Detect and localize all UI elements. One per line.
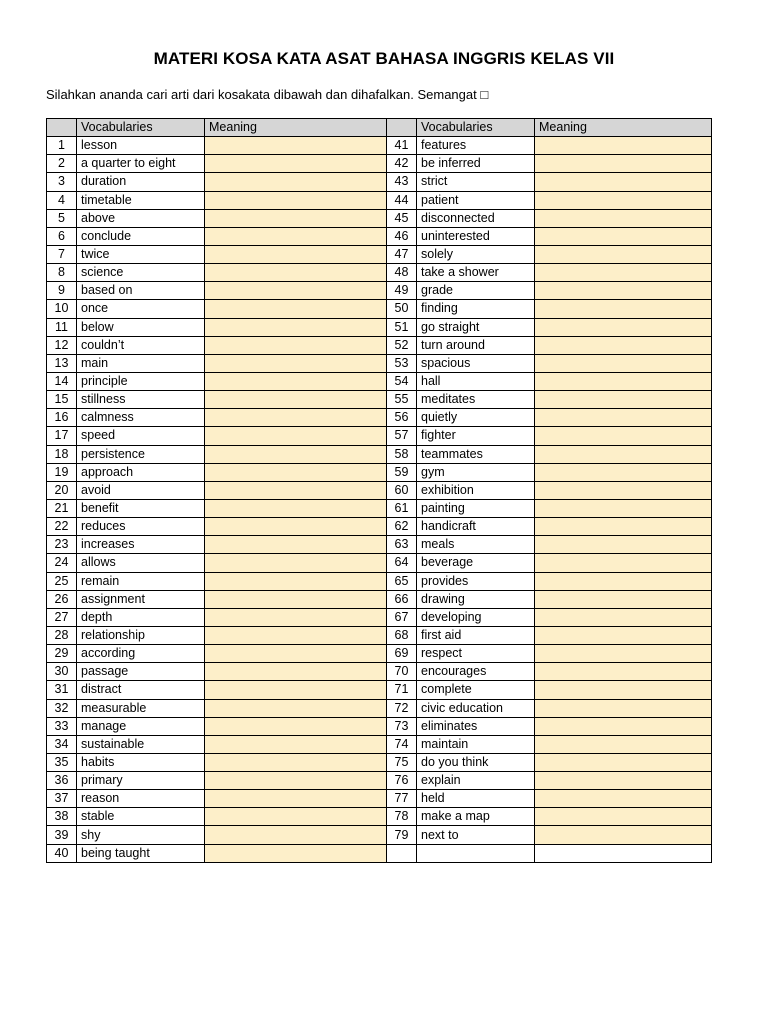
meaning-input-cell[interactable] <box>535 155 712 173</box>
item-number: 52 <box>387 336 417 354</box>
vocabulary-word: calmness <box>77 409 205 427</box>
table-header-row <box>47 119 712 137</box>
vocabulary-word: quietly <box>417 409 535 427</box>
vocabulary-word: solely <box>417 245 535 263</box>
item-number: 48 <box>387 264 417 282</box>
item-number: 54 <box>387 372 417 390</box>
item-number: 5 <box>47 209 77 227</box>
vocabulary-word: approach <box>77 463 205 481</box>
meaning-input-cell[interactable] <box>205 626 387 644</box>
vocabulary-word: handicraft <box>417 518 535 536</box>
item-number: 45 <box>387 209 417 227</box>
meaning-input-cell[interactable] <box>205 282 387 300</box>
meaning-input-cell <box>535 844 712 862</box>
vocabulary-word: based on <box>77 282 205 300</box>
item-number: 60 <box>387 481 417 499</box>
meaning-input-cell[interactable] <box>535 626 712 644</box>
meaning-input-cell[interactable] <box>205 318 387 336</box>
vocabulary-word: patient <box>417 191 535 209</box>
item-number: 36 <box>47 772 77 790</box>
table-row <box>47 572 712 590</box>
header-meaning-right: Meaning <box>535 119 712 137</box>
meaning-input-cell[interactable] <box>205 699 387 717</box>
item-number: 11 <box>47 318 77 336</box>
item-number: 67 <box>387 608 417 626</box>
vocabulary-word: grade <box>417 282 535 300</box>
vocabulary-word: shy <box>77 826 205 844</box>
vocabulary-word: take a shower <box>417 264 535 282</box>
table-row <box>47 245 712 263</box>
item-number <box>387 844 417 862</box>
vocabulary-word: assignment <box>77 590 205 608</box>
meaning-input-cell[interactable] <box>535 318 712 336</box>
item-number: 61 <box>387 499 417 517</box>
meaning-input-cell[interactable] <box>205 445 387 463</box>
meaning-input-cell[interactable] <box>205 191 387 209</box>
meaning-input-cell[interactable] <box>205 336 387 354</box>
vocabulary-word: encourages <box>417 663 535 681</box>
meaning-input-cell[interactable] <box>535 590 712 608</box>
table-row <box>47 155 712 173</box>
item-number: 29 <box>47 645 77 663</box>
vocabulary-word: gym <box>417 463 535 481</box>
vocabulary-word: stable <box>77 808 205 826</box>
table-row <box>47 681 712 699</box>
vocabulary-word: meditates <box>417 391 535 409</box>
item-number: 15 <box>47 391 77 409</box>
item-number: 4 <box>47 191 77 209</box>
table-row <box>47 826 712 844</box>
table-row <box>47 137 712 155</box>
table-row <box>47 173 712 191</box>
meaning-input-cell[interactable] <box>205 572 387 590</box>
vocabulary-word: above <box>77 209 205 227</box>
meaning-input-cell[interactable] <box>535 753 712 771</box>
item-number: 78 <box>387 808 417 826</box>
meaning-input-cell[interactable] <box>205 209 387 227</box>
table-row <box>47 427 712 445</box>
meaning-input-cell[interactable] <box>535 681 712 699</box>
table-row <box>47 409 712 427</box>
vocabulary-word: being taught <box>77 844 205 862</box>
item-number: 8 <box>47 264 77 282</box>
item-number: 51 <box>387 318 417 336</box>
table-row <box>47 282 712 300</box>
vocabulary-word: make a map <box>417 808 535 826</box>
meaning-input-cell[interactable] <box>535 209 712 227</box>
item-number: 56 <box>387 409 417 427</box>
vocabulary-word: once <box>77 300 205 318</box>
vocabulary-word: features <box>417 137 535 155</box>
vocabulary-word: finding <box>417 300 535 318</box>
meaning-input-cell[interactable] <box>205 499 387 517</box>
item-number: 79 <box>387 826 417 844</box>
vocabulary-word: depth <box>77 608 205 626</box>
vocabulary-word: beverage <box>417 554 535 572</box>
vocabulary-word: painting <box>417 499 535 517</box>
item-number: 41 <box>387 137 417 155</box>
item-number: 22 <box>47 518 77 536</box>
meaning-input-cell[interactable] <box>205 844 387 862</box>
vocabulary-word <box>417 844 535 862</box>
meaning-input-cell[interactable] <box>205 354 387 372</box>
vocabulary-word: uninterested <box>417 227 535 245</box>
vocabulary-word: maintain <box>417 735 535 753</box>
meaning-input-cell[interactable] <box>205 826 387 844</box>
table-row <box>47 372 712 390</box>
vocabulary-word: lesson <box>77 137 205 155</box>
vocabulary-word: complete <box>417 681 535 699</box>
meaning-input-cell[interactable] <box>205 663 387 681</box>
meaning-input-cell[interactable] <box>535 663 712 681</box>
item-number: 16 <box>47 409 77 427</box>
vocabulary-word: twice <box>77 245 205 263</box>
meaning-input-cell[interactable] <box>535 499 712 517</box>
header-vocabularies-left: Vocabularies <box>77 119 205 137</box>
item-number: 6 <box>47 227 77 245</box>
table-row <box>47 699 712 717</box>
meaning-input-cell[interactable] <box>535 137 712 155</box>
table-row <box>47 227 712 245</box>
vocabulary-word: civic education <box>417 699 535 717</box>
item-number: 39 <box>47 826 77 844</box>
vocabulary-word: science <box>77 264 205 282</box>
meaning-input-cell[interactable] <box>535 536 712 554</box>
meaning-input-cell[interactable] <box>535 572 712 590</box>
meaning-input-cell[interactable] <box>205 481 387 499</box>
item-number: 34 <box>47 735 77 753</box>
vocabulary-word: spacious <box>417 354 535 372</box>
vocabulary-word: respect <box>417 645 535 663</box>
item-number: 75 <box>387 753 417 771</box>
vocabulary-word: turn around <box>417 336 535 354</box>
item-number: 33 <box>47 717 77 735</box>
item-number: 20 <box>47 481 77 499</box>
meaning-input-cell[interactable] <box>535 645 712 663</box>
meaning-input-cell[interactable] <box>205 790 387 808</box>
item-number: 17 <box>47 427 77 445</box>
item-number: 71 <box>387 681 417 699</box>
meaning-input-cell[interactable] <box>535 826 712 844</box>
item-number: 43 <box>387 173 417 191</box>
meaning-input-cell[interactable] <box>205 590 387 608</box>
meaning-input-cell[interactable] <box>205 608 387 626</box>
vocabulary-word: sustainable <box>77 735 205 753</box>
item-number: 53 <box>387 354 417 372</box>
item-number: 38 <box>47 808 77 826</box>
vocabulary-word: principle <box>77 372 205 390</box>
vocabulary-word: eliminates <box>417 717 535 735</box>
vocabulary-word: passage <box>77 663 205 681</box>
vocabulary-word: first aid <box>417 626 535 644</box>
vocabulary-word: held <box>417 790 535 808</box>
item-number: 27 <box>47 608 77 626</box>
item-number: 12 <box>47 336 77 354</box>
meaning-input-cell[interactable] <box>535 772 712 790</box>
instruction-text: Silahkan ananda cari arti dari kosakata dibawah dan dihafalkan. Semangat □ <box>46 87 489 102</box>
meaning-input-cell[interactable] <box>535 372 712 390</box>
item-number: 14 <box>47 372 77 390</box>
vocabulary-word: stillness <box>77 391 205 409</box>
table-row <box>47 717 712 735</box>
table-row <box>47 354 712 372</box>
item-number: 19 <box>47 463 77 481</box>
item-number: 1 <box>47 137 77 155</box>
table-row <box>47 844 712 862</box>
item-number: 32 <box>47 699 77 717</box>
meaning-input-cell[interactable] <box>205 772 387 790</box>
meaning-input-cell[interactable] <box>535 227 712 245</box>
table-row <box>47 445 712 463</box>
item-number: 21 <box>47 499 77 517</box>
item-number: 35 <box>47 753 77 771</box>
meaning-input-cell[interactable] <box>535 336 712 354</box>
item-number: 40 <box>47 844 77 862</box>
item-number: 3 <box>47 173 77 191</box>
item-number: 37 <box>47 790 77 808</box>
item-number: 25 <box>47 572 77 590</box>
vocabulary-word: exhibition <box>417 481 535 499</box>
item-number: 76 <box>387 772 417 790</box>
page-title: MATERI KOSA KATA ASAT BAHASA INGGRIS KELAS VII <box>153 49 615 68</box>
meaning-input-cell[interactable] <box>535 445 712 463</box>
meaning-input-cell[interactable] <box>535 282 712 300</box>
table-row <box>47 753 712 771</box>
item-number: 44 <box>387 191 417 209</box>
item-number: 10 <box>47 300 77 318</box>
item-number: 73 <box>387 717 417 735</box>
vocabulary-word: couldn’t <box>77 336 205 354</box>
vocabulary-word: benefit <box>77 499 205 517</box>
item-number: 65 <box>387 572 417 590</box>
vocabulary-word: conclude <box>77 227 205 245</box>
vocabulary-word: speed <box>77 427 205 445</box>
table-row <box>47 518 712 536</box>
item-number: 23 <box>47 536 77 554</box>
table-row <box>47 645 712 663</box>
header-meaning-left: Meaning <box>205 119 387 137</box>
meaning-input-cell[interactable] <box>535 191 712 209</box>
item-number: 72 <box>387 699 417 717</box>
vocabulary-word: relationship <box>77 626 205 644</box>
meaning-input-cell[interactable] <box>205 645 387 663</box>
item-number: 50 <box>387 300 417 318</box>
meaning-input-cell[interactable] <box>205 554 387 572</box>
item-number: 55 <box>387 391 417 409</box>
vocabulary-word: disconnected <box>417 209 535 227</box>
table-row <box>47 300 712 318</box>
header-number-right <box>387 119 417 137</box>
item-number: 77 <box>387 790 417 808</box>
table-row <box>47 608 712 626</box>
item-number: 47 <box>387 245 417 263</box>
vocabulary-word: reason <box>77 790 205 808</box>
table-row <box>47 536 712 554</box>
item-number: 26 <box>47 590 77 608</box>
vocabulary-word: strict <box>417 173 535 191</box>
item-number: 66 <box>387 590 417 608</box>
vocabulary-word: next to <box>417 826 535 844</box>
meaning-input-cell[interactable] <box>205 227 387 245</box>
meaning-input-cell[interactable] <box>205 536 387 554</box>
vocabulary-word: go straight <box>417 318 535 336</box>
table-row <box>47 554 712 572</box>
vocabulary-word: avoid <box>77 481 205 499</box>
item-number: 58 <box>387 445 417 463</box>
vocabulary-word: developing <box>417 608 535 626</box>
meaning-input-cell[interactable] <box>205 427 387 445</box>
meaning-input-cell[interactable] <box>205 245 387 263</box>
vocabulary-word: below <box>77 318 205 336</box>
vocabulary-word: measurable <box>77 699 205 717</box>
vocabulary-word: a quarter to eight <box>77 155 205 173</box>
vocabulary-word: persistence <box>77 445 205 463</box>
meaning-input-cell[interactable] <box>535 554 712 572</box>
meaning-input-cell[interactable] <box>205 463 387 481</box>
item-number: 62 <box>387 518 417 536</box>
item-number: 7 <box>47 245 77 263</box>
vocabulary-word: according <box>77 645 205 663</box>
vocabulary-word: increases <box>77 536 205 554</box>
table-row <box>47 209 712 227</box>
meaning-input-cell[interactable] <box>205 808 387 826</box>
table-row <box>47 463 712 481</box>
vocabulary-word: meals <box>417 536 535 554</box>
table-row <box>47 318 712 336</box>
meaning-input-cell[interactable] <box>535 717 712 735</box>
item-number: 57 <box>387 427 417 445</box>
table-row <box>47 626 712 644</box>
meaning-input-cell[interactable] <box>205 173 387 191</box>
item-number: 74 <box>387 735 417 753</box>
item-number: 13 <box>47 354 77 372</box>
table-row <box>47 790 712 808</box>
table-row <box>47 663 712 681</box>
meaning-input-cell[interactable] <box>535 790 712 808</box>
item-number: 46 <box>387 227 417 245</box>
vocabulary-word: hall <box>417 372 535 390</box>
meaning-input-cell[interactable] <box>535 173 712 191</box>
table-row <box>47 590 712 608</box>
item-number: 64 <box>387 554 417 572</box>
meaning-input-cell[interactable] <box>205 137 387 155</box>
table-row <box>47 264 712 282</box>
meaning-input-cell[interactable] <box>205 391 387 409</box>
item-number: 68 <box>387 626 417 644</box>
item-number: 70 <box>387 663 417 681</box>
item-number: 31 <box>47 681 77 699</box>
meaning-input-cell[interactable] <box>535 391 712 409</box>
table-row <box>47 499 712 517</box>
item-number: 63 <box>387 536 417 554</box>
vocabulary-word: duration <box>77 173 205 191</box>
meaning-input-cell[interactable] <box>535 699 712 717</box>
meaning-input-cell[interactable] <box>535 808 712 826</box>
vocabulary-word: main <box>77 354 205 372</box>
vocabulary-word: reduces <box>77 518 205 536</box>
meaning-input-cell[interactable] <box>535 427 712 445</box>
item-number: 24 <box>47 554 77 572</box>
meaning-input-cell[interactable] <box>535 409 712 427</box>
vocabulary-word: provides <box>417 572 535 590</box>
item-number: 9 <box>47 282 77 300</box>
vocabulary-word: fighter <box>417 427 535 445</box>
meaning-input-cell[interactable] <box>535 300 712 318</box>
vocabulary-word: habits <box>77 753 205 771</box>
meaning-input-cell[interactable] <box>205 300 387 318</box>
vocabulary-word: primary <box>77 772 205 790</box>
vocabulary-table <box>46 118 712 863</box>
vocabulary-word: be inferred <box>417 155 535 173</box>
meaning-input-cell[interactable] <box>205 372 387 390</box>
meaning-input-cell[interactable] <box>535 481 712 499</box>
table-row <box>47 336 712 354</box>
meaning-input-cell[interactable] <box>205 155 387 173</box>
meaning-input-cell[interactable] <box>535 354 712 372</box>
table-row <box>47 481 712 499</box>
meaning-input-cell[interactable] <box>205 518 387 536</box>
meaning-input-cell[interactable] <box>205 717 387 735</box>
header-vocabularies-right: Vocabularies <box>417 119 535 137</box>
vocabulary-word: timetable <box>77 191 205 209</box>
vocabulary-word: drawing <box>417 590 535 608</box>
vocabulary-word: distract <box>77 681 205 699</box>
table-row <box>47 808 712 826</box>
meaning-input-cell[interactable] <box>205 264 387 282</box>
item-number: 28 <box>47 626 77 644</box>
item-number: 42 <box>387 155 417 173</box>
table-row <box>47 391 712 409</box>
meaning-input-cell[interactable] <box>535 463 712 481</box>
item-number: 30 <box>47 663 77 681</box>
meaning-input-cell[interactable] <box>535 245 712 263</box>
item-number: 18 <box>47 445 77 463</box>
item-number: 59 <box>387 463 417 481</box>
vocabulary-word: remain <box>77 572 205 590</box>
item-number: 69 <box>387 645 417 663</box>
meaning-input-cell[interactable] <box>535 608 712 626</box>
item-number: 2 <box>47 155 77 173</box>
vocabulary-word: allows <box>77 554 205 572</box>
table-row <box>47 191 712 209</box>
vocabulary-word: manage <box>77 717 205 735</box>
meaning-input-cell[interactable] <box>535 735 712 753</box>
header-number-left <box>47 119 77 137</box>
vocabulary-word: explain <box>417 772 535 790</box>
table-row <box>47 735 712 753</box>
table-row <box>47 772 712 790</box>
meaning-input-cell[interactable] <box>205 735 387 753</box>
meaning-input-cell[interactable] <box>205 753 387 771</box>
meaning-input-cell[interactable] <box>205 409 387 427</box>
meaning-input-cell[interactable] <box>535 518 712 536</box>
vocabulary-word: do you think <box>417 753 535 771</box>
vocabulary-word: teammates <box>417 445 535 463</box>
meaning-input-cell[interactable] <box>535 264 712 282</box>
meaning-input-cell[interactable] <box>205 681 387 699</box>
item-number: 49 <box>387 282 417 300</box>
